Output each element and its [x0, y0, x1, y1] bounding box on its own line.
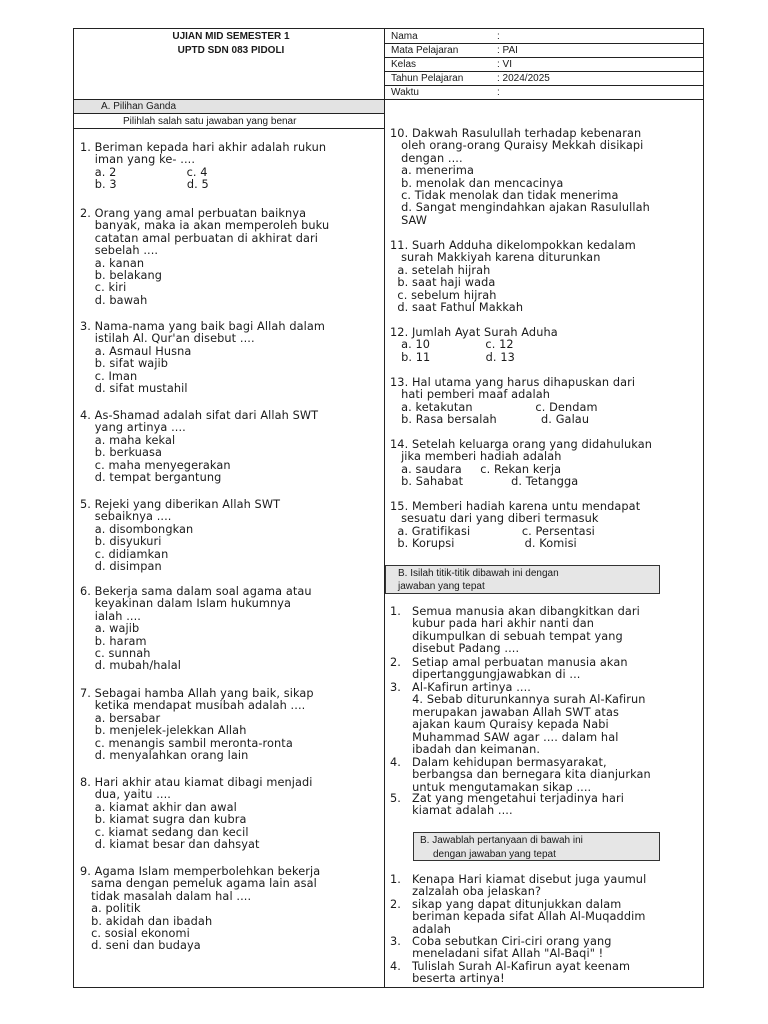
question-text: 1. Beriman kepada hari akhir adalah rukun	[80, 141, 327, 154]
question-line: yang artinya ....	[80, 421, 186, 435]
section-a-instruction-line	[73, 128, 384, 129]
essay-item-line: beriman kepada sifat Allah Al-Muqaddim	[390, 910, 646, 924]
question-line: d. saat Fathul Makkah	[390, 301, 524, 314]
info-label: Kelas	[391, 59, 417, 70]
question-line: a. bersabar	[80, 711, 161, 725]
fill-in-item-text: 4. Dalam kehidupan bermasyarakat,	[390, 756, 607, 769]
info-value: :	[497, 87, 500, 98]
essay-item-line: meneladani sifat Allah "Al-Baqi" !	[390, 947, 604, 961]
info-value: : VI	[497, 59, 513, 70]
question-line: a. Asmaul Husna	[80, 344, 192, 358]
question-line: c. Tidak menolak dan tidak menerima	[390, 189, 619, 202]
section-b-heading-line2: jawaban yang tepat	[398, 581, 485, 592]
question-line: a. setelah hijrah	[390, 263, 491, 277]
question-line: a. kanan	[80, 256, 145, 270]
question-text: 7. Sebagai hamba Allah yang baik, sikap	[80, 687, 314, 700]
question-line: c. Iman	[80, 369, 138, 383]
info-label: Tahun Pelajaran	[391, 73, 464, 84]
question-line: c. sosial ekonomi	[80, 927, 190, 940]
fill-in-item-line: kiamat adalah ....	[390, 804, 513, 818]
question-line: d. sifat mustahil	[80, 382, 188, 395]
fill-in-item-line: untuk mengutamakan sikap ....	[390, 780, 592, 794]
fill-in-item-line: Muhammad SAW agar .... dalam hal	[390, 730, 619, 744]
fill-in-item-line: dikumpulkan di sebuah tempat yang	[390, 629, 623, 643]
question-line: c. maha menyegerakan	[80, 458, 231, 472]
question-line: b. Rasa bersalah d. Galau	[390, 413, 590, 427]
question-line: istilah Al. Qur'an disebut ....	[80, 332, 255, 346]
question-line: ketika mendapat musibah adalah ....	[80, 699, 306, 713]
question-line: a. maha kekal	[80, 433, 176, 447]
question-line: d. seni dan budaya	[80, 939, 201, 953]
question-line: iman yang ke- ....	[80, 153, 196, 167]
question-text: 8. Hari akhir atau kiamat dibagi menjadi	[80, 776, 313, 789]
school-name: UPTD SDN 083 PIDOLI	[177, 45, 285, 56]
essay-item-text: 4. Tulislah Surah Al-Kafirun ayat keenam	[390, 960, 631, 973]
info-label: Nama	[391, 31, 418, 42]
exam-title: UJIAN MID SEMESTER 1	[172, 31, 290, 42]
section-c-heading-line1: B. Jawablah pertanyaan di bawah ini	[420, 835, 583, 846]
essay-item-line: zalzalah oba jelaskan?	[390, 885, 542, 899]
question-line: surah Makkiyah karena diturunkan	[390, 251, 601, 265]
question-line: c. menangis sambil meronta-ronta	[80, 736, 293, 750]
question-line: keyakinan dalam Islam hukumnya	[80, 597, 292, 611]
question-text: 5. Rejeki yang diberikan Allah SWT	[80, 498, 281, 511]
question-line: b. Sahabat d. Tetangga	[390, 475, 579, 489]
question-line: catatan amal perbuatan di akhirat dari	[80, 231, 318, 245]
question-line: b. saat haji wada	[390, 276, 496, 290]
question-line: c. kiri	[80, 281, 127, 295]
essay-item-text: 2. sikap yang dapat ditunjukkan dalam	[390, 898, 622, 911]
question-line: a. menerima	[390, 164, 475, 178]
question-line: d. menyalahkan orang lain	[80, 749, 249, 762]
question-text: 12. Jumlah Ayat Surah Aduha	[390, 326, 558, 339]
fill-in-item-line: ajakan kaum Quraisy kepada Nabi	[390, 718, 609, 732]
question-line: SAW	[390, 213, 428, 227]
question-line: a. kiamat akhir dan awal	[80, 800, 237, 814]
question-line: d. Sangat mengindahkan ajakan Rasulullah	[390, 201, 650, 215]
fill-in-item-line: 4. Sebab diturunkannya surah Al-Kafirun	[390, 693, 646, 707]
info-label: Mata Pelajaran	[391, 45, 459, 56]
essay-item-text: 1. Kenapa Hari kiamat disebut juga yaumul	[390, 873, 647, 886]
info-row-line	[384, 57, 704, 58]
question-line: a. wajib	[80, 622, 140, 636]
question-line: d. disimpan	[80, 560, 162, 573]
info-value: :	[497, 31, 500, 42]
question-text: 6. Bekerja sama dalam soal agama atau	[80, 585, 312, 598]
question-line: d. kiamat besar dan dahsyat	[80, 838, 260, 851]
question-line: b. menolak dan mencacinya	[390, 176, 564, 190]
fill-in-item-line: kubur pada hari akhir nanti dan	[390, 617, 595, 631]
question-line: jika memberi hadiah adalah	[390, 450, 562, 464]
question-line: b. 3 d. 5	[80, 178, 209, 192]
info-row-line	[384, 43, 704, 44]
question-line: b. sifat wajib	[80, 357, 169, 371]
fill-in-item-text: 5. Zat yang mengetahui terjadinya hari	[390, 792, 625, 805]
question-text: 10. Dakwah Rasulullah terhadap kebenaran	[390, 127, 642, 140]
question-text: 11. Suarh Adduha dikelompokkan kedalam	[390, 239, 636, 252]
question-text: 2. Orang yang amal perbuatan baiknya	[80, 207, 307, 220]
question-text: 9. Agama Islam memperbolehkan bekerja	[80, 865, 321, 878]
info-value: : 2024/2025	[497, 73, 550, 84]
question-text: 15. Memberi hadiah karena untu mendapat	[390, 500, 641, 513]
question-line: c. didiamkan	[80, 547, 169, 561]
question-text: 13. Hal utama yang harus dihapuskan dari	[390, 376, 636, 389]
question-line: b. akidah dan ibadah	[80, 914, 213, 928]
fill-in-item-line: ibadah dan keimanan.	[390, 743, 541, 756]
question-line: hati pemberi maaf adalah	[390, 388, 550, 402]
question-line: a. Gratifikasi c. Persentasi	[390, 524, 595, 538]
fill-in-item-line: berbangsa dan bernegara kita dianjurkan	[390, 768, 651, 782]
question-line: banyak, maka ia akan memperoleh buku	[80, 219, 330, 233]
section-a-heading: A. Pilihan Ganda	[101, 101, 177, 112]
question-line: d. tempat bergantung	[80, 471, 222, 484]
essay-item-text: 3. Coba sebutkan Ciri-ciri orang yang	[390, 935, 612, 948]
question-text: 3. Nama-nama yang baik bagi Allah dalam	[80, 320, 325, 333]
question-line: a. 2 c. 4	[80, 165, 208, 179]
info-label: Waktu	[391, 87, 419, 98]
question-line: tidak masalah dalam hal ....	[80, 889, 252, 903]
question-line: b. berkuasa	[80, 446, 163, 460]
fill-in-item-line: disebut Padang ....	[390, 642, 520, 656]
question-text: 14. Setelah keluarga orang yang didahulukan	[390, 438, 652, 451]
question-line: c. sunnah	[80, 647, 151, 660]
question-text: 4. As-Shamad adalah sifat dari Allah SWT	[80, 409, 319, 422]
info-row-line	[384, 71, 704, 72]
section-c-heading-box	[413, 832, 660, 861]
question-line: b. menjelek-jelekkan Allah	[80, 724, 247, 738]
question-line: sama dengan pemeluk agama lain asal	[80, 877, 317, 891]
question-line: dua, yaitu ....	[80, 788, 171, 802]
essay-item-line: adalah	[390, 922, 451, 936]
info-row-line	[384, 85, 704, 86]
question-line: c. sebelum hijrah	[390, 288, 497, 302]
info-value: : PAI	[497, 45, 518, 56]
question-line: dengan ....	[390, 151, 463, 165]
section-b-heading-box	[385, 565, 660, 594]
question-line: sebaiknya ....	[80, 510, 172, 524]
question-line: b. belakang	[80, 269, 162, 282]
fill-in-item-line: dipertanggungjawabkan di ...	[390, 668, 581, 682]
question-line: b. 11 d. 13	[390, 350, 515, 364]
question-line: ialah ....	[80, 609, 142, 623]
question-line: a. disombongkan	[80, 522, 194, 536]
question-line: sebelah ....	[80, 244, 159, 258]
fill-in-item-line: merupakan jawaban Allah SWT atas	[390, 705, 619, 719]
column-divider	[384, 28, 385, 988]
question-line: c. kiamat sedang dan kecil	[80, 825, 249, 839]
question-line: b. disyukuri	[80, 535, 162, 549]
fill-in-item-text: 3. Al-Kafirun artinya ....	[390, 681, 531, 694]
question-line: sesuatu dari yang diberi termasuk	[390, 512, 599, 526]
section-a-instruction: Pilihlah salah satu jawaban yang benar	[123, 116, 297, 127]
question-line: a. saudara c. Rekan kerja	[390, 462, 562, 476]
question-line: oleh orang-orang Quraisy Mekkah disikapi	[390, 139, 644, 153]
question-line: b. kiamat sugra dan kubra	[80, 813, 247, 827]
essay-item-line: beserta artinya!	[390, 972, 505, 986]
fill-in-item-text: 2. Setiap amal perbuatan manusia akan	[390, 656, 628, 669]
question-line: a. politik	[80, 902, 141, 916]
question-line: a. 10 c. 12	[390, 338, 514, 352]
fill-in-item-text: 1. Semua manusia akan dibangkitkan dari	[390, 605, 640, 618]
section-c-heading-line2: dengan jawaban yang tepat	[433, 849, 556, 860]
question-line: a. ketakutan c. Dendam	[390, 400, 598, 414]
question-line: b. haram	[80, 634, 147, 648]
question-line: b. Korupsi d. Komisi	[390, 537, 577, 551]
question-line: d. mubah/halal	[80, 659, 182, 673]
question-line: d. bawah	[80, 293, 148, 307]
section-b-heading-line1: B. Isilah titik-titik dibawah ini dengan	[398, 568, 559, 579]
